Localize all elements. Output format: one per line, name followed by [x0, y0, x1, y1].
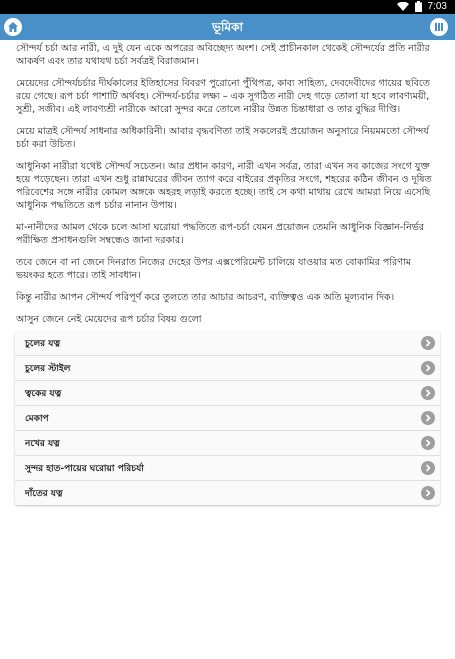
paragraph: মেয়েদের সৌন্দর্যচর্চার দীর্ঘকালের ইতিহাসের বিবরণ পুরোনো পুঁথিপত্র, কাব্য সাহিত্য, দেবদেবীদের গায়ের ছবিতে রয়ে গেছে। রূপ চর্চা পাশাটি অর্থবহ। সৌন্দর্য-চর্চার লক্ষ্য – এক সুগঠিত নারী দেহ গড়ে তোলা যা হবে লাবণ্যময়ী, সুশ্রী, সজীব। এই লাবণ্যশ্রী নারীকে আরো সুন্দর করে তোলে নারীর উন্নত চিন্তাধারা ও তার বুদ্ধির দীপ্তি। — [16, 78, 430, 115]
list-item-makeup[interactable] — [15, 406, 440, 431]
intro-text — [0, 40, 455, 326]
chevron-right-icon — [421, 361, 435, 375]
status-time: 7:03 — [427, 1, 447, 12]
menu-icon — [433, 18, 445, 37]
list-item-skin-care[interactable] — [15, 381, 440, 406]
paragraph: তবে জেনে বা না জেনে দিনরাত নিজের দেহের উপর এক্সপেরিমেন্ট চালিয়ে যাওয়ার মত বোকামির পরিণাম ভয়ংকর হতে পারে। তাই সাবধান। — [16, 257, 411, 281]
list-item-label: নখের যত্ন — [25, 438, 60, 449]
chevron-right-icon — [421, 411, 435, 425]
wifi-icon — [397, 2, 409, 12]
battery-icon — [415, 1, 422, 12]
list-item-label: চুলের স্টাইল — [25, 363, 71, 374]
list-item-teeth-care[interactable] — [15, 481, 440, 505]
app-bar — [0, 14, 455, 40]
paragraph: সৌন্দর্য চর্চা আর নারী, এ দুই যেন একে অপরের অবিচ্ছেদ্য অংশ। সেই প্রাচীনকাল থেকেই সৌন্দর্যের প্রতি নারীর আকর্ষণ এবং তার যথাযথ চর্চা সর্বত্রই বিরাজমান। — [16, 43, 430, 67]
list-item-hair-care[interactable] — [15, 331, 440, 356]
paragraph: মেয়ে মাত্রই সৌন্দর্য সাধনার অধিকারিনী। আবার বৃদ্ধবণিতা তাই সকলেরই প্রয়োজন অনুসারে নিয়মমতো সৌন্দর্য চর্চা করা উচিত। — [16, 126, 429, 150]
chevron-right-icon — [421, 386, 435, 400]
list-item-hair-style[interactable] — [15, 356, 440, 381]
paragraph: কিন্তু নারীর আপন সৌন্দর্য পরিপূর্ণ করে তুলতে তার আচার আচরণ, ব্যক্তিত্বও এক অতি মূল্যবান দিক। — [16, 292, 395, 303]
chevron-right-icon — [421, 486, 435, 500]
list-item-label: ত্বকের যত্ন — [25, 388, 62, 399]
list-item-hand-foot-care[interactable] — [15, 456, 440, 481]
chevron-right-icon — [421, 461, 435, 475]
list-item-label: সুন্দর হাত-পায়ের ঘরোয়া পরিচর্যা — [25, 463, 144, 474]
topic-list — [15, 331, 440, 505]
content-area[interactable] — [0, 40, 455, 659]
list-item-label: চুলের যত্ন — [25, 338, 61, 349]
list-item-nail-care[interactable] — [15, 431, 440, 456]
list-item-label: মেকাপ — [25, 413, 49, 424]
chevron-right-icon — [421, 436, 435, 450]
list-item-label: দাঁতের যত্ন — [25, 488, 63, 499]
intro-line: আসুন জেনে নেই মেয়েদের রূপ চর্চার বিষয় গুলো — [16, 314, 202, 325]
menu-button[interactable] — [430, 18, 448, 36]
chevron-right-icon — [421, 336, 435, 350]
page-title: ভূমিকা — [212, 20, 243, 34]
paragraph: আধুনিকা নারীরা যথেষ্ট সৌন্দর্য সচেতন। আর প্রধান কারণ, নারী এখন সর্বত্র, তারা এখন সব কাজের সংগে যুক্ত হয়ে পড়েছেন। তারা এখন শুধু রান্নাঘরের জীবন ত্যাগ করে বাইরের প্রকৃতির সংগে, শহরের কঠিন জীবন ও দূষিত পরিবেশের সঙ্গে নারীর কোমল অঙ্গকে অহরহ লড়াই করতে হচ্ছে। তাই সে কথা মাথায় রেখে আমরা নিয়ে এসেছি আধুনিক পদ্ধতিতে রূপ চর্চার নানান উপায়। — [16, 161, 432, 211]
paragraph: মা-নানীদের আমল থেকে চলে আসা ঘরোয়া পদ্ধতিতে রূপ-চর্চা যেমন প্রয়োজন তেমনি আধুনিক বিজ্ঞান-নির্ভর পরীক্ষিত প্রসাধনগুলি সম্বন্ধেও জানা দরকার। — [16, 222, 425, 246]
status-bar — [0, 0, 455, 14]
